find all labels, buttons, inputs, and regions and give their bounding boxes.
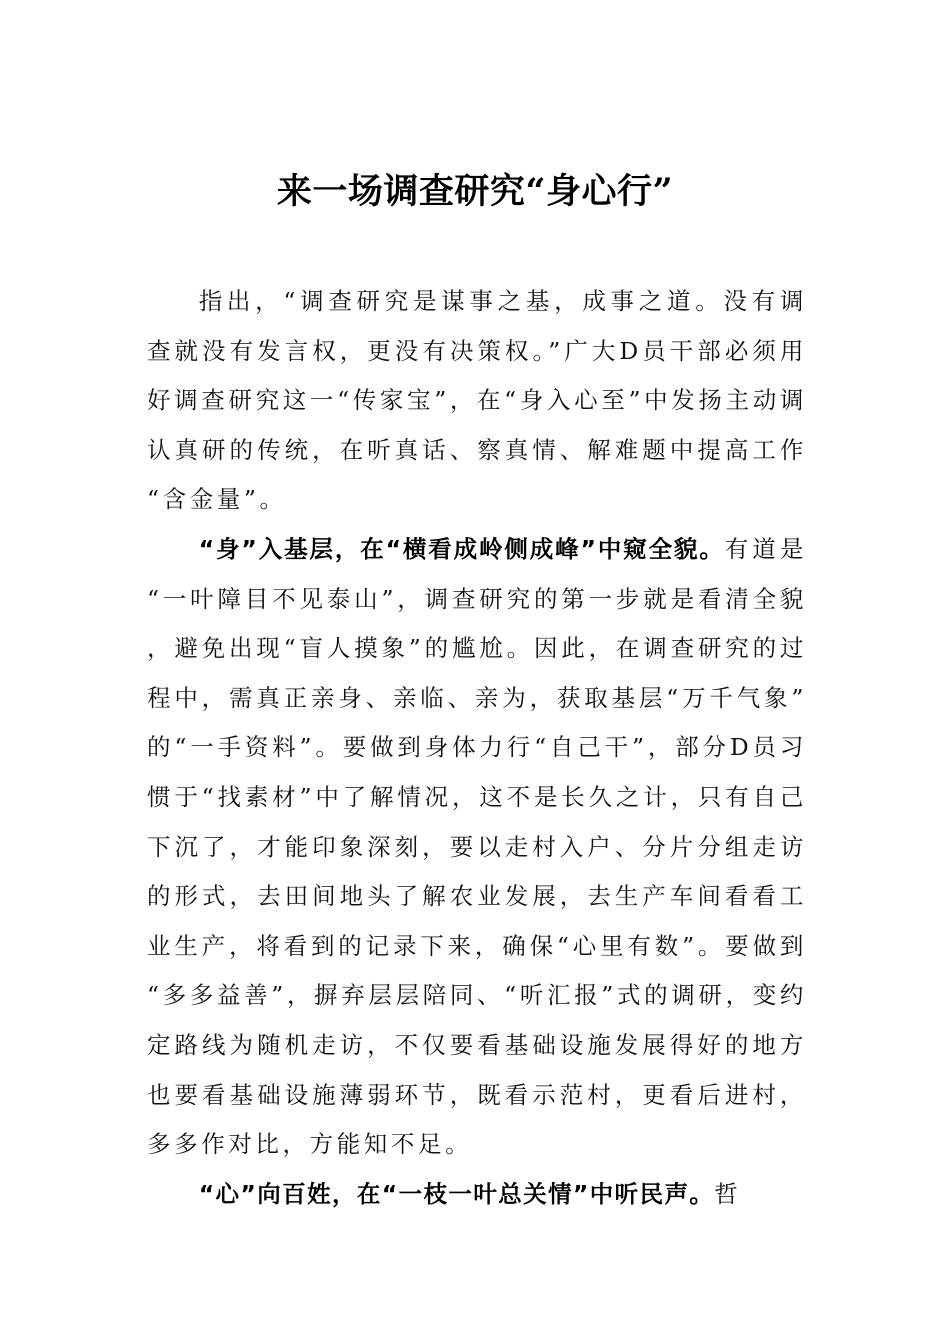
- paragraph-text: 哲: [714, 1179, 742, 1208]
- paragraph-lead: “身”入基层，在“横看成岭侧成峰”中窥全貌。: [198, 534, 725, 563]
- document-body: [147, 277, 807, 1219]
- paragraph-text: 有道是“一叶障目不见泰山”，调查研究的第一步就是看清全貌，避免出现“盲人摸象”的尴尬。因此，在调查研究的过程中，需真正亲身、亲临、亲为，获取基层“万千气象”的“一手资料”。要做到身体力行“自己干”，部分D员习惯于“找素材”中了解情况，这不是长久之计，只有自己下沉了，才能印象深刻，要以走村入户、分片分组走访的形式，去田间地头了解农业发展，去生产车间看看工业生产，将看到的记录下来，确保“心里有数”。要做到“多多益善”，摒弃层层陪同、“听汇报”式的调研，变约定路线为随机走访，不仅要看基础设施发展得好的地方也要看基础设施薄弱环节，既看示范村，更看后进村，多多作对比，方能知不足。: [147, 534, 807, 1159]
- paragraph-section-heart: [147, 1170, 807, 1220]
- paragraph-lead: “心”向百姓，在“一枝一叶总关情”中听民声。: [198, 1179, 715, 1208]
- paragraph-text: 指出，“调查研究是谋事之基，成事之道。没有调查就没有发言权，更没有决策权。”广大D员干部必须用好调查研究这一“传家宝”，在“身入心至”中发扬主动调认真研的传统，在听真话、察真情、解难题中提高工作“含金量”。: [147, 287, 807, 514]
- paragraph-intro: [147, 277, 807, 525]
- paragraph-section-body: [147, 525, 807, 1170]
- document-title: 来一场调查研究“身心行”: [276, 171, 674, 212]
